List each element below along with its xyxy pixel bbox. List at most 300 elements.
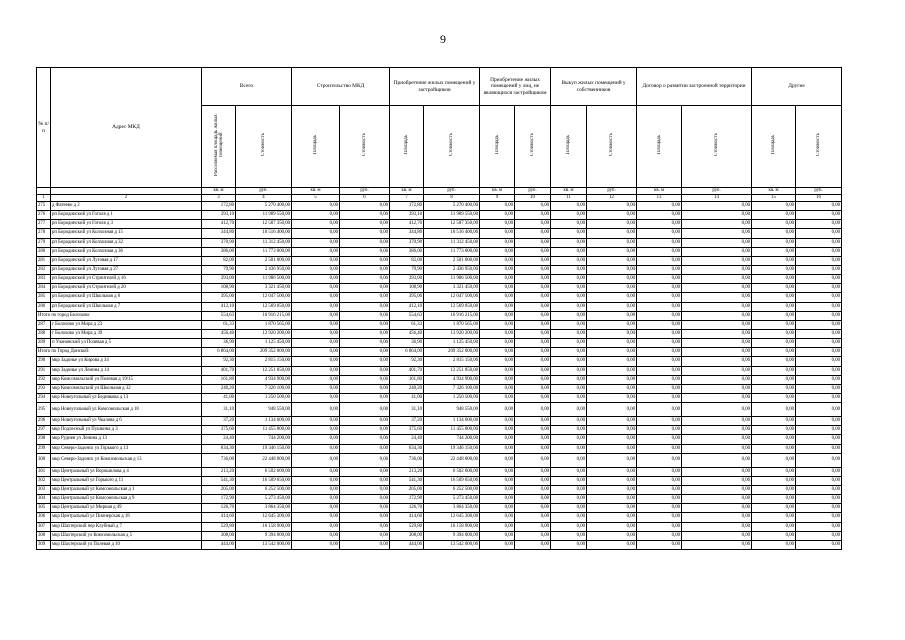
cost-purchase-nondeveloper-cell: 0,00 bbox=[515, 403, 551, 417]
area-purchase-nondeveloper-cell: 0,00 bbox=[480, 476, 515, 485]
table-row bbox=[37, 453, 842, 467]
cost-purchase-nondeveloper-cell: 0,00 bbox=[515, 522, 551, 531]
cost-buyout-cell: 0,00 bbox=[587, 293, 637, 302]
area-total-cell: 37,20 bbox=[202, 417, 236, 426]
area-purchase-developer-cell: 41,00 bbox=[390, 393, 424, 402]
row-address: мкр Новоугольный ул Беднякова д 13 bbox=[51, 393, 202, 402]
row-number: 288 bbox=[37, 329, 51, 338]
cost-purchase-nondeveloper-cell: 0,00 bbox=[515, 495, 551, 504]
area-other-cell: 0,00 bbox=[752, 522, 796, 531]
cost-other-cell: 0,00 bbox=[796, 247, 842, 256]
cost-buyout-cell: 0,00 bbox=[587, 256, 637, 265]
cost-development-contract-cell: 0,00 bbox=[682, 339, 752, 348]
column-number: 15 bbox=[752, 195, 796, 202]
area-construction-cell: 0,00 bbox=[292, 426, 340, 435]
area-other-cell: 0,00 bbox=[752, 302, 796, 311]
area-purchase-nondeveloper-cell: 0,00 bbox=[480, 284, 515, 293]
cost-purchase-nondeveloper-cell: 0,00 bbox=[515, 435, 551, 444]
cost-buyout-cell: 0,00 bbox=[587, 476, 637, 485]
cost-buyout-cell: 0,00 bbox=[587, 339, 637, 348]
header-group-construction: Строительство МКД bbox=[292, 68, 390, 106]
area-purchase-nondeveloper-cell: 0,00 bbox=[480, 348, 515, 357]
cost-purchase-nondeveloper-cell: 0,00 bbox=[515, 531, 551, 540]
cost-other-cell: 0,00 bbox=[796, 384, 842, 393]
row-number: 285 bbox=[37, 293, 51, 302]
row-address: мкр Руднев ул Ленина д 13 bbox=[51, 435, 202, 444]
cost-development-contract-cell: 0,00 bbox=[682, 320, 752, 329]
cost-other-cell: 0,00 bbox=[796, 531, 842, 540]
cost-total-cell: 19 346 150,00 bbox=[236, 444, 292, 453]
cost-purchase-developer-cell: 1 125 450,00 bbox=[424, 339, 480, 348]
row-address: мкр Центральный ул Пионерская д 18 bbox=[51, 513, 202, 522]
row-address: п Улановский ул Полевая д 5 bbox=[51, 339, 202, 348]
cost-purchase-nondeveloper-cell: 0,00 bbox=[515, 485, 551, 494]
area-purchase-nondeveloper-cell: 0,00 bbox=[480, 467, 515, 476]
cost-total-cell: 3 864 350,00 bbox=[236, 504, 292, 513]
unit-cell: кв. м bbox=[637, 188, 682, 195]
cost-other-cell: 0,00 bbox=[796, 357, 842, 366]
table-row bbox=[37, 256, 842, 265]
area-development-contract-cell: 0,00 bbox=[637, 211, 682, 220]
cost-other-cell: 0,00 bbox=[796, 393, 842, 402]
cost-purchase-nondeveloper-cell: 0,00 bbox=[515, 284, 551, 293]
column-number: 6 bbox=[340, 195, 390, 202]
cost-buyout-cell: 0,00 bbox=[587, 211, 637, 220]
cost-development-contract-cell: 0,00 bbox=[682, 467, 752, 476]
area-other-cell: 0,00 bbox=[752, 467, 796, 476]
row-number: 301 bbox=[37, 467, 51, 476]
area-total-cell: 240,20 bbox=[202, 384, 236, 393]
cost-other-cell: 0,00 bbox=[796, 329, 842, 338]
row-number: 293 bbox=[37, 384, 51, 393]
area-purchase-nondeveloper-cell: 0,00 bbox=[480, 513, 515, 522]
cost-buyout-cell: 0,00 bbox=[587, 238, 637, 247]
area-development-contract-cell: 0,00 bbox=[637, 522, 682, 531]
row-number: 286 bbox=[37, 302, 51, 311]
subheader-cost: Стоимость bbox=[587, 106, 637, 188]
area-development-contract-cell: 0,00 bbox=[637, 284, 682, 293]
row-address: рп Бородинский ул Гоголя д 3 bbox=[51, 220, 202, 229]
cost-purchase-developer-cell: 3 321 450,00 bbox=[424, 284, 480, 293]
cost-buyout-cell: 0,00 bbox=[587, 403, 637, 417]
table-row bbox=[37, 403, 842, 417]
cost-total-cell: 1 134 600,00 bbox=[236, 417, 292, 426]
table-row bbox=[37, 329, 842, 338]
area-total-cell: 79,90 bbox=[202, 265, 236, 274]
table-row bbox=[37, 467, 842, 476]
cost-total-cell: 10 516 400,00 bbox=[236, 229, 292, 238]
column-number: 4 bbox=[236, 195, 292, 202]
area-construction-cell: 0,00 bbox=[292, 495, 340, 504]
row-number: 298 bbox=[37, 435, 51, 444]
cost-construction-cell: 0,00 bbox=[340, 504, 390, 513]
area-purchase-developer-cell: 393,00 bbox=[390, 275, 424, 284]
row-number: 303 bbox=[37, 485, 51, 494]
area-development-contract-cell: 0,00 bbox=[637, 229, 682, 238]
cost-purchase-developer-cell: 11 312 450,00 bbox=[424, 238, 480, 247]
area-development-contract-cell: 0,00 bbox=[637, 531, 682, 540]
row-number: 308 bbox=[37, 531, 51, 540]
area-purchase-nondeveloper-cell: 0,00 bbox=[480, 417, 515, 426]
area-purchase-developer-cell: 213,20 bbox=[390, 467, 424, 476]
column-number: 14 bbox=[682, 195, 752, 202]
subheader-area: Площадь bbox=[480, 106, 515, 188]
cost-construction-cell: 0,00 bbox=[340, 435, 390, 444]
table-row bbox=[37, 417, 842, 426]
area-development-contract-cell: 0,00 bbox=[637, 417, 682, 426]
cost-other-cell: 0,00 bbox=[796, 339, 842, 348]
cost-total-cell: 5 270 400,00 bbox=[236, 202, 292, 211]
cost-total-cell: 209 352 000,00 bbox=[236, 348, 292, 357]
unit-cell: руб. bbox=[587, 188, 637, 195]
unit-cell: руб. bbox=[424, 188, 480, 195]
cost-buyout-cell: 0,00 bbox=[587, 220, 637, 229]
area-other-cell: 0,00 bbox=[752, 504, 796, 513]
cost-purchase-developer-cell: 12 251 850,00 bbox=[424, 366, 480, 375]
row-number: 297 bbox=[37, 426, 51, 435]
area-purchase-nondeveloper-cell: 0,00 bbox=[480, 320, 515, 329]
row-address: мкр Центральный ул Мирная д 49 bbox=[51, 504, 202, 513]
area-other-cell: 0,00 bbox=[752, 513, 796, 522]
area-purchase-developer-cell: 205,00 bbox=[390, 485, 424, 494]
area-other-cell: 0,00 bbox=[752, 211, 796, 220]
cost-purchase-nondeveloper-cell: 0,00 bbox=[515, 311, 551, 320]
cost-construction-cell: 0,00 bbox=[340, 357, 390, 366]
cost-construction-cell: 0,00 bbox=[340, 444, 390, 453]
row-number: 289 bbox=[37, 339, 51, 348]
row-address: мкр Новоугольный ул Комсомольская д 18 bbox=[51, 403, 202, 417]
area-total-cell: 529,80 bbox=[202, 522, 236, 531]
area-buyout-cell: 0,00 bbox=[551, 238, 587, 247]
area-purchase-nondeveloper-cell: 0,00 bbox=[480, 444, 515, 453]
column-number: 7 bbox=[390, 195, 424, 202]
cost-construction-cell: 0,00 bbox=[340, 202, 390, 211]
area-purchase-developer-cell: 161,80 bbox=[390, 375, 424, 384]
unit-cell: руб. bbox=[515, 188, 551, 195]
area-purchase-developer-cell: 126,70 bbox=[390, 504, 424, 513]
cost-purchase-nondeveloper-cell: 0,00 bbox=[515, 384, 551, 393]
cost-other-cell: 0,00 bbox=[796, 320, 842, 329]
area-construction-cell: 0,00 bbox=[292, 357, 340, 366]
unit-cell: руб. bbox=[236, 188, 292, 195]
cost-purchase-developer-cell: 16 916 215,00 bbox=[424, 311, 480, 320]
subheader-cost: Стоимость bbox=[682, 106, 752, 188]
cost-total-cell: 16 509 650,00 bbox=[236, 476, 292, 485]
cost-construction-cell: 0,00 bbox=[340, 284, 390, 293]
unit-cell: кв. м bbox=[551, 188, 587, 195]
area-construction-cell: 0,00 bbox=[292, 293, 340, 302]
cost-purchase-nondeveloper-cell: 0,00 bbox=[515, 348, 551, 357]
cost-development-contract-cell: 0,00 bbox=[682, 403, 752, 417]
row-address: рп Бородинский ул Колхозная д 36 bbox=[51, 247, 202, 256]
row-address: мкр Подлесный ул Пушкина д 3 bbox=[51, 426, 202, 435]
cost-purchase-developer-cell: 1 870 565,00 bbox=[424, 320, 480, 329]
area-purchase-developer-cell: 308,00 bbox=[390, 531, 424, 540]
cost-development-contract-cell: 0,00 bbox=[682, 531, 752, 540]
cost-other-cell: 0,00 bbox=[796, 495, 842, 504]
area-construction-cell: 0,00 bbox=[292, 504, 340, 513]
area-total-cell: 541,30 bbox=[202, 476, 236, 485]
area-development-contract-cell: 0,00 bbox=[637, 393, 682, 402]
cost-development-contract-cell: 0,00 bbox=[682, 302, 752, 311]
row-number: 290 bbox=[37, 357, 51, 366]
table-row bbox=[37, 357, 842, 366]
table-row bbox=[37, 393, 842, 402]
area-other-cell: 0,00 bbox=[752, 293, 796, 302]
cost-construction-cell: 0,00 bbox=[340, 393, 390, 402]
area-purchase-developer-cell: 375,60 bbox=[390, 426, 424, 435]
cost-buyout-cell: 0,00 bbox=[587, 485, 637, 494]
area-purchase-developer-cell: 395,00 bbox=[390, 293, 424, 302]
area-buyout-cell: 0,00 bbox=[551, 357, 587, 366]
area-buyout-cell: 0,00 bbox=[551, 435, 587, 444]
area-purchase-nondeveloper-cell: 0,00 bbox=[480, 375, 515, 384]
cost-construction-cell: 0,00 bbox=[340, 247, 390, 256]
row-number: 287 bbox=[37, 320, 51, 329]
cost-buyout-cell: 0,00 bbox=[587, 329, 637, 338]
row-address: рп Бородинский ул Луговая д 27 bbox=[51, 265, 202, 274]
area-total-cell: 412,10 bbox=[202, 302, 236, 311]
area-buyout-cell: 0,00 bbox=[551, 453, 587, 467]
row-address: рп Бородинский ул Строителей д 16 bbox=[51, 275, 202, 284]
area-development-contract-cell: 0,00 bbox=[637, 247, 682, 256]
row-address: г Болохово ул Мира д 23 bbox=[51, 320, 202, 329]
area-development-contract-cell: 0,00 bbox=[637, 339, 682, 348]
cost-development-contract-cell: 0,00 bbox=[682, 513, 752, 522]
area-purchase-nondeveloper-cell: 0,00 bbox=[480, 329, 515, 338]
row-address: мкр Центральный ул Горького д 11 bbox=[51, 476, 202, 485]
cost-other-cell: 0,00 bbox=[796, 375, 842, 384]
cost-other-cell: 0,00 bbox=[796, 417, 842, 426]
cost-purchase-developer-cell: 11 986 500,00 bbox=[424, 275, 480, 284]
area-construction-cell: 0,00 bbox=[292, 417, 340, 426]
cost-purchase-developer-cell: 11 773 000,00 bbox=[424, 247, 480, 256]
cost-buyout-cell: 0,00 bbox=[587, 265, 637, 274]
row-number: 275 bbox=[37, 202, 51, 211]
area-buyout-cell: 0,00 bbox=[551, 384, 587, 393]
page-number: 9 bbox=[440, 32, 446, 46]
cost-development-contract-cell: 0,00 bbox=[682, 540, 752, 549]
cost-purchase-nondeveloper-cell: 0,00 bbox=[515, 275, 551, 284]
area-development-contract-cell: 0,00 bbox=[637, 375, 682, 384]
cost-buyout-cell: 0,00 bbox=[587, 495, 637, 504]
row-address: мкр Шахтерский пер Клубный д 7 bbox=[51, 522, 202, 531]
row-address: рп Бородинский ул Луговая д 17 bbox=[51, 256, 202, 265]
row-number: 309 bbox=[37, 540, 51, 549]
cost-construction-cell: 0,00 bbox=[340, 531, 390, 540]
cost-other-cell: 0,00 bbox=[796, 426, 842, 435]
area-total-cell: 375,60 bbox=[202, 426, 236, 435]
area-other-cell: 0,00 bbox=[752, 453, 796, 467]
area-total-cell: 172,90 bbox=[202, 495, 236, 504]
table-row bbox=[37, 375, 842, 384]
cost-other-cell: 0,00 bbox=[796, 211, 842, 220]
cost-construction-cell: 0,00 bbox=[340, 384, 390, 393]
cost-development-contract-cell: 0,00 bbox=[682, 495, 752, 504]
row-address: рп Бородинский ул Строителей д 20 bbox=[51, 284, 202, 293]
row-number: 306 bbox=[37, 513, 51, 522]
area-total-cell: 393,10 bbox=[202, 211, 236, 220]
area-construction-cell: 0,00 bbox=[292, 485, 340, 494]
area-development-contract-cell: 0,00 bbox=[637, 256, 682, 265]
row-address: д Фатеево д 2 bbox=[51, 202, 202, 211]
area-other-cell: 0,00 bbox=[752, 275, 796, 284]
area-purchase-developer-cell: 92,30 bbox=[390, 357, 424, 366]
cost-development-contract-cell: 0,00 bbox=[682, 522, 752, 531]
cost-total-cell: 13 920 200,00 bbox=[236, 329, 292, 338]
area-development-contract-cell: 0,00 bbox=[637, 348, 682, 357]
area-total-cell: 393,00 bbox=[202, 275, 236, 284]
area-purchase-nondeveloper-cell: 0,00 bbox=[480, 403, 515, 417]
area-purchase-nondeveloper-cell: 0,00 bbox=[480, 453, 515, 467]
area-buyout-cell: 0,00 bbox=[551, 348, 587, 357]
column-number: 3 bbox=[202, 195, 236, 202]
area-total-cell: 205,00 bbox=[202, 485, 236, 494]
header-group-purchase-developer: Приобретение жилых помещений у застройщиков bbox=[390, 68, 480, 106]
area-total-cell: 36,90 bbox=[202, 339, 236, 348]
area-purchase-nondeveloper-cell: 0,00 bbox=[480, 265, 515, 274]
area-development-contract-cell: 0,00 bbox=[637, 495, 682, 504]
area-construction-cell: 0,00 bbox=[292, 476, 340, 485]
column-number: 13 bbox=[637, 195, 682, 202]
area-buyout-cell: 0,00 bbox=[551, 339, 587, 348]
area-purchase-developer-cell: 401,70 bbox=[390, 366, 424, 375]
row-address: мкр Северо-Задонск ул Комсомольская д 13 bbox=[51, 453, 202, 467]
cost-purchase-developer-cell: 12 587 350,00 bbox=[424, 220, 480, 229]
cost-purchase-nondeveloper-cell: 0,00 bbox=[515, 302, 551, 311]
cost-total-cell: 22 448 000,00 bbox=[236, 453, 292, 467]
cost-purchase-nondeveloper-cell: 0,00 bbox=[515, 444, 551, 453]
row-number: 300 bbox=[37, 453, 51, 467]
subheader-area: Площадь bbox=[390, 106, 424, 188]
cost-buyout-cell: 0,00 bbox=[587, 417, 637, 426]
area-purchase-developer-cell: 6 864,00 bbox=[390, 348, 424, 357]
area-construction-cell: 0,00 bbox=[292, 339, 340, 348]
cost-purchase-developer-cell: 2 501 000,00 bbox=[424, 256, 480, 265]
cost-total-cell: 12 047 500,00 bbox=[236, 293, 292, 302]
area-buyout-cell: 0,00 bbox=[551, 393, 587, 402]
cost-buyout-cell: 0,00 bbox=[587, 366, 637, 375]
cost-buyout-cell: 0,00 bbox=[587, 467, 637, 476]
cost-construction-cell: 0,00 bbox=[340, 265, 390, 274]
area-other-cell: 0,00 bbox=[752, 220, 796, 229]
subtotal-label: Итого по Город Донской: bbox=[37, 348, 202, 357]
cost-construction-cell: 0,00 bbox=[340, 375, 390, 384]
cost-total-cell: 11 312 450,00 bbox=[236, 238, 292, 247]
area-construction-cell: 0,00 bbox=[292, 444, 340, 453]
area-construction-cell: 0,00 bbox=[292, 393, 340, 402]
area-development-contract-cell: 0,00 bbox=[637, 275, 682, 284]
cost-other-cell: 0,00 bbox=[796, 348, 842, 357]
cost-buyout-cell: 0,00 bbox=[587, 504, 637, 513]
cost-buyout-cell: 0,00 bbox=[587, 384, 637, 393]
table-row bbox=[37, 476, 842, 485]
header-address: Адрес МКД bbox=[51, 68, 202, 188]
area-purchase-developer-cell: 172,80 bbox=[390, 202, 424, 211]
cost-buyout-cell: 0,00 bbox=[587, 531, 637, 540]
header-group-development-contract: Договор о развитии застроенной территории bbox=[637, 68, 752, 106]
area-construction-cell: 0,00 bbox=[292, 453, 340, 467]
cost-total-cell: 2 815 150,00 bbox=[236, 357, 292, 366]
cost-total-cell: 11 986 500,00 bbox=[236, 275, 292, 284]
area-purchase-nondeveloper-cell: 0,00 bbox=[480, 293, 515, 302]
area-buyout-cell: 0,00 bbox=[551, 329, 587, 338]
area-purchase-nondeveloper-cell: 0,00 bbox=[480, 229, 515, 238]
cost-development-contract-cell: 0,00 bbox=[682, 384, 752, 393]
cost-purchase-nondeveloper-cell: 0,00 bbox=[515, 202, 551, 211]
cost-development-contract-cell: 0,00 bbox=[682, 485, 752, 494]
row-number: 279 bbox=[37, 238, 51, 247]
cost-buyout-cell: 0,00 bbox=[587, 393, 637, 402]
column-number: 12 bbox=[587, 195, 637, 202]
cost-other-cell: 0,00 bbox=[796, 453, 842, 467]
cost-purchase-nondeveloper-cell: 0,00 bbox=[515, 247, 551, 256]
unit-cell: руб. bbox=[796, 188, 842, 195]
area-purchase-nondeveloper-cell: 0,00 bbox=[480, 435, 515, 444]
area-development-contract-cell: 0,00 bbox=[637, 311, 682, 320]
area-buyout-cell: 0,00 bbox=[551, 513, 587, 522]
area-other-cell: 0,00 bbox=[752, 417, 796, 426]
cost-buyout-cell: 0,00 bbox=[587, 426, 637, 435]
area-purchase-nondeveloper-cell: 0,00 bbox=[480, 495, 515, 504]
area-purchase-developer-cell: 554,63 bbox=[390, 311, 424, 320]
row-number: 281 bbox=[37, 256, 51, 265]
area-construction-cell: 0,00 bbox=[292, 247, 340, 256]
cost-purchase-developer-cell: 10 516 400,00 bbox=[424, 229, 480, 238]
area-construction-cell: 0,00 bbox=[292, 302, 340, 311]
cost-purchase-developer-cell: 13 920 200,00 bbox=[424, 329, 480, 338]
cost-purchase-nondeveloper-cell: 0,00 bbox=[515, 238, 551, 247]
table-row bbox=[37, 366, 842, 375]
cost-buyout-cell: 0,00 bbox=[587, 453, 637, 467]
area-total-cell: 412,70 bbox=[202, 220, 236, 229]
area-total-cell: 634,30 bbox=[202, 444, 236, 453]
cost-purchase-developer-cell: 11 989 550,00 bbox=[424, 211, 480, 220]
area-total-cell: 401,70 bbox=[202, 366, 236, 375]
area-purchase-developer-cell: 393,10 bbox=[390, 211, 424, 220]
area-other-cell: 0,00 bbox=[752, 485, 796, 494]
subheader-area: Площадь bbox=[637, 106, 682, 188]
row-number: 302 bbox=[37, 476, 51, 485]
subheader-area: Площадь bbox=[752, 106, 796, 188]
area-other-cell: 0,00 bbox=[752, 426, 796, 435]
cost-total-cell: 9 394 000,00 bbox=[236, 531, 292, 540]
area-other-cell: 0,00 bbox=[752, 476, 796, 485]
cost-purchase-developer-cell: 2 815 150,00 bbox=[424, 357, 480, 366]
cost-development-contract-cell: 0,00 bbox=[682, 444, 752, 453]
cost-purchase-developer-cell: 7 326 100,00 bbox=[424, 384, 480, 393]
header-group-buyout: Выкуп жилых помещений у собственников bbox=[551, 68, 637, 106]
cost-development-contract-cell: 0,00 bbox=[682, 238, 752, 247]
column-number: 5 bbox=[292, 195, 340, 202]
area-purchase-nondeveloper-cell: 0,00 bbox=[480, 384, 515, 393]
area-other-cell: 0,00 bbox=[752, 384, 796, 393]
area-other-cell: 0,00 bbox=[752, 320, 796, 329]
area-buyout-cell: 0,00 bbox=[551, 426, 587, 435]
area-construction-cell: 0,00 bbox=[292, 522, 340, 531]
cost-construction-cell: 0,00 bbox=[340, 256, 390, 265]
cost-buyout-cell: 0,00 bbox=[587, 375, 637, 384]
cost-other-cell: 0,00 bbox=[796, 444, 842, 453]
cost-development-contract-cell: 0,00 bbox=[682, 247, 752, 256]
column-number: 2 bbox=[51, 195, 202, 202]
area-buyout-cell: 0,00 bbox=[551, 366, 587, 375]
area-purchase-developer-cell: 456,40 bbox=[390, 329, 424, 338]
cost-purchase-developer-cell: 2 436 950,00 bbox=[424, 265, 480, 274]
area-purchase-nondeveloper-cell: 0,00 bbox=[480, 311, 515, 320]
cost-other-cell: 0,00 bbox=[796, 202, 842, 211]
row-number: 295 bbox=[37, 403, 51, 417]
